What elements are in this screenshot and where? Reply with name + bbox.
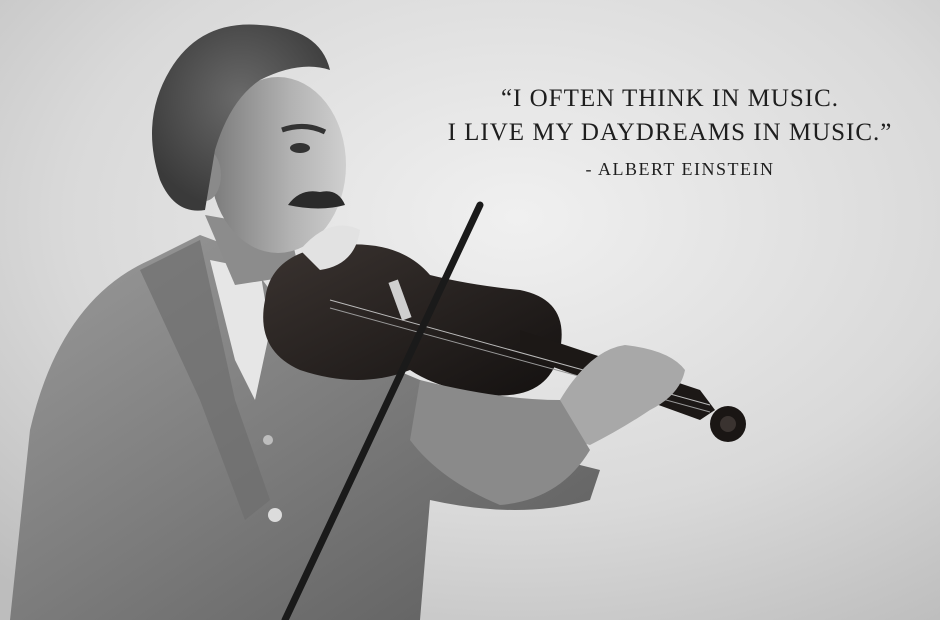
jacket-button <box>268 508 282 522</box>
quote-line-2: I LIVE MY DAYDREAMS IN MUSIC.” <box>447 119 893 146</box>
quote-block <box>400 82 940 182</box>
eye <box>290 143 310 153</box>
quote-attribution: - ALBERT EINSTEIN <box>585 159 775 179</box>
quote-line-1: “I OFTEN THINK IN MUSIC. <box>500 85 840 112</box>
jacket-button <box>263 435 273 445</box>
